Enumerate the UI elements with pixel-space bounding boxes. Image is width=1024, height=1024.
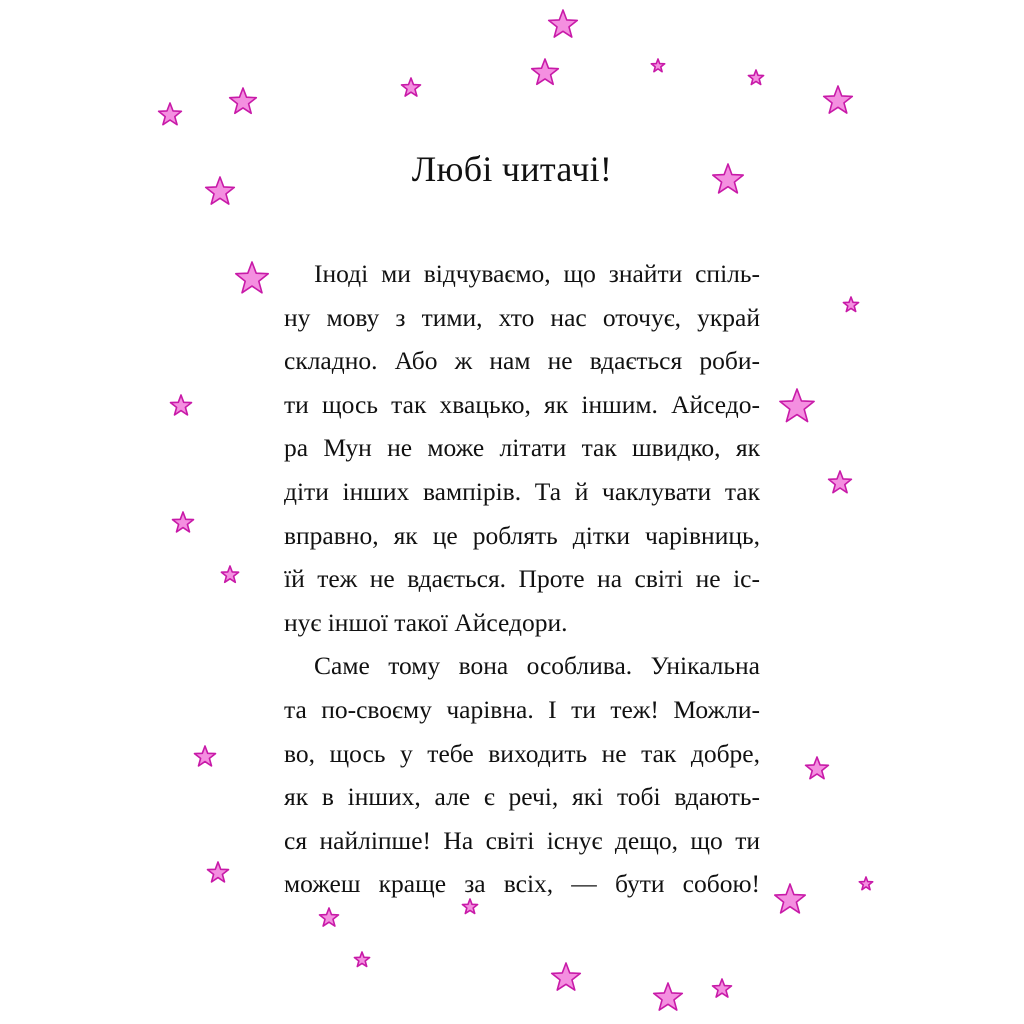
text-line: Іноді ми відчуваємо, що знайти спіль- bbox=[314, 259, 760, 288]
star-icon bbox=[843, 297, 858, 312]
star-icon bbox=[824, 86, 853, 113]
star-icon bbox=[806, 757, 829, 779]
text-line: діти інших вампірів. Та й чаклувати так bbox=[284, 476, 760, 506]
star-icon bbox=[780, 389, 814, 422]
star-icon bbox=[402, 78, 421, 96]
star-icon bbox=[195, 746, 216, 766]
page-title: Любі читачі! bbox=[411, 149, 613, 189]
star-icon bbox=[651, 59, 664, 72]
text-line: ся найліпше! На світі існує дещо, що ти bbox=[284, 825, 760, 855]
text-line: можеш краще за всіх, — бути собою! bbox=[284, 869, 760, 899]
star-icon bbox=[354, 952, 369, 967]
paragraph-2 bbox=[284, 644, 760, 906]
star-icon bbox=[171, 395, 192, 415]
star-icon bbox=[221, 566, 238, 582]
text-line: ра Мун не може літати так швидко, як bbox=[284, 433, 760, 463]
star-icon bbox=[552, 963, 581, 990]
star-icon bbox=[320, 908, 339, 926]
star-icon bbox=[829, 471, 852, 493]
text-line: як в інших, але є речі, які тобі вдають- bbox=[284, 782, 760, 812]
star-icon bbox=[654, 983, 683, 1010]
star-icon bbox=[173, 512, 194, 532]
text-line: Саме тому вона особлива. Унікальна bbox=[314, 651, 760, 681]
text-line: ну мову з тими, хто нас оточує, украй bbox=[284, 302, 760, 332]
star-icon bbox=[713, 979, 732, 997]
text-line: складно. Або ж нам не вдається роби- bbox=[284, 346, 760, 376]
star-icon bbox=[159, 103, 182, 125]
star-icon bbox=[748, 70, 763, 85]
star-icon bbox=[230, 88, 257, 113]
text-line: вправно, як це роблять дітки чарівниць, bbox=[284, 520, 760, 550]
text-line: та по-своєму чарівна. І ти теж! Можли- bbox=[284, 694, 760, 724]
body-text bbox=[284, 252, 760, 906]
star-icon bbox=[236, 262, 268, 293]
paragraph-1 bbox=[284, 252, 760, 644]
star-icon bbox=[859, 877, 872, 890]
star-icon bbox=[208, 862, 229, 882]
star-icon bbox=[532, 59, 559, 84]
star-icon bbox=[549, 10, 578, 37]
text-line: нує іншої такої Айседори. bbox=[284, 607, 568, 637]
text-line: їй теж не вдається. Проте на світі не іс- bbox=[284, 564, 760, 594]
star-icon bbox=[775, 884, 805, 913]
text-line: во, щось у тебе виходить не так добре, bbox=[284, 738, 760, 768]
text-line: ти щось так хвацько, як іншим. Айседо- bbox=[284, 389, 760, 419]
